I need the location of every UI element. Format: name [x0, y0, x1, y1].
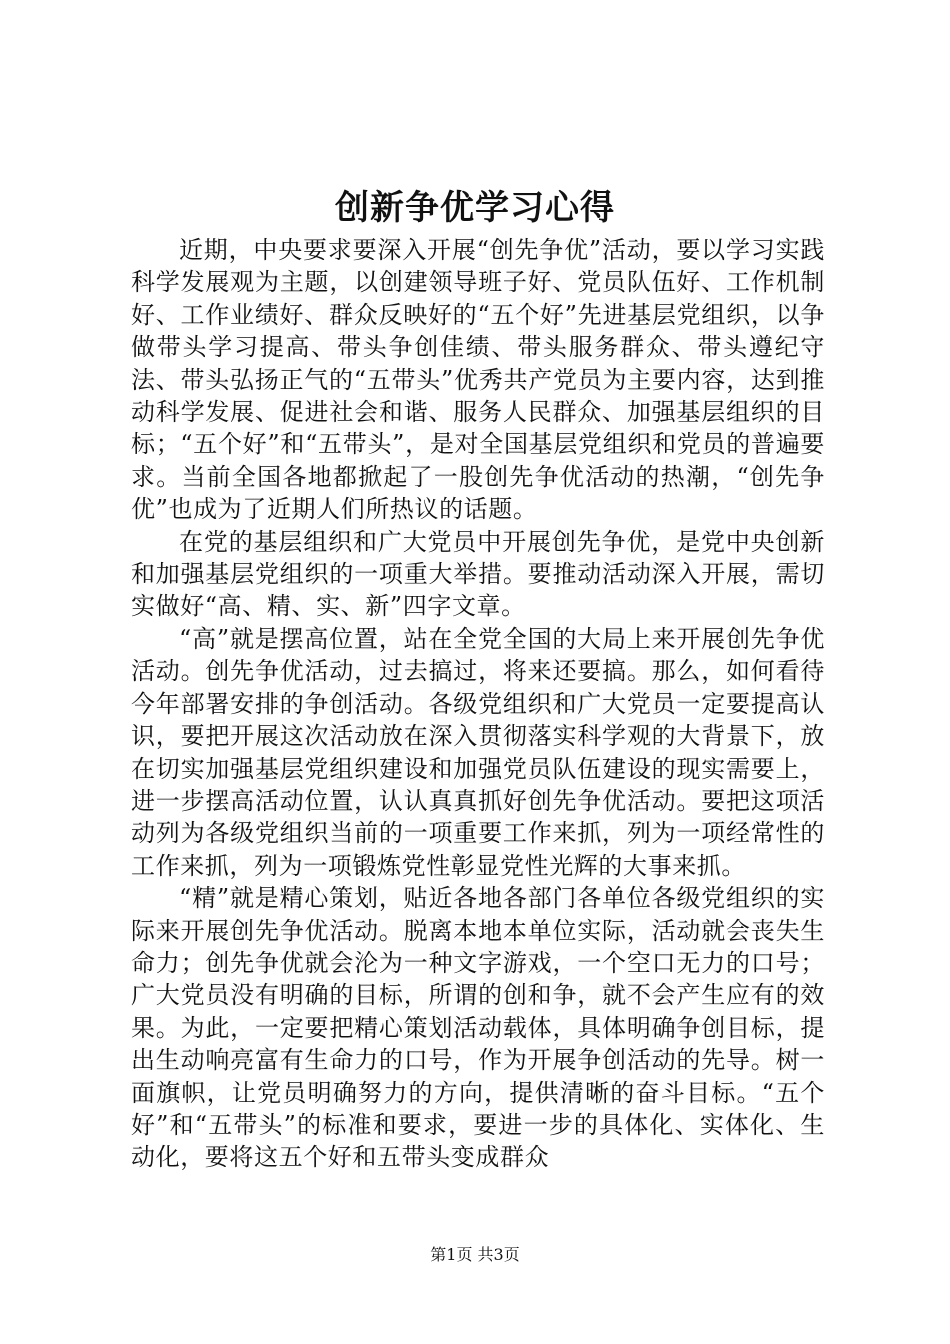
- paragraph-2: 在党的基层组织和广大党员中开展创先争优，是党中央创新和加强基层党组织的一项重大举措。要推动活动深入开展，需切实做好“高、精、实、新”四字文章。: [131, 527, 825, 621]
- paragraph-3: “高”就是摆高位置，站在全党全国的大局上来开展创先争优活动。创先争优活动，过去搞过，将来还要搞。那么，如何看待今年部署安排的争创活动。各级党组织和广大党员一定要提高认识，要把开展这次活动放在深入贯彻落实科学观的大背景下，放在切实加强基层党组织建设和加强党员队伍建设的现实需要上，进一步摆高活动位置，认认真真抓好创先争优活动。要把这项活动列为各级党组织当前的一项重要工作来抓，列为一项经常性的工作来抓，列为一项锻炼党性彰显党性光辉的大事来抓。: [131, 624, 825, 880]
- paragraph-1: 近期，中央要求要深入开展“创先争优”活动，要以学习实践科学发展观为主题，以创建领导班子好、党员队伍好、工作机制好、工作业绩好、群众反映好的“五个好”先进基层党组织，以争做带头学习提高、带头争创佳绩、带头服务群众、带头遵纪守法、带头弘扬正气的“五带头”优秀共产党员为主要内容，达到推动科学发展、促进社会和谐、服务人民群众、加强基层组织的目标；“五个好”和“五带头”，是对全国基层党组织和党员的普遍要求。当前全国各地都掀起了一股创先争优活动的热潮，“创先争优”也成为了近期人们所热议的话题。: [131, 236, 825, 524]
- paragraph-4: “精”就是精心策划，贴近各地各部门各单位各级党组织的实际来开展创先争优活动。脱离本地本单位实际，活动就会丧失生命力；创先争优就会沦为一种文字游戏，一个空口无力的口号；广大党员没有明确的目标，所谓的创和争，就不会产生应有的效果。为此，一定要把精心策划活动载体，具体明确争创目标，提出生动响亮富有生命力的口号，作为开展争创活动的先导。树一面旗帜，让党员明确努力的方向，提供清晰的奋斗目标。“五个好”和“五带头”的标准和要求，要进一步的具体化、实体化、生动化，要将这五个好和五带头变成群众: [131, 884, 825, 1172]
- document-title: 创新争优学习心得: [335, 188, 615, 228]
- document-body: [131, 234, 825, 1174]
- page-footer: 第1页 共3页: [430, 1245, 520, 1264]
